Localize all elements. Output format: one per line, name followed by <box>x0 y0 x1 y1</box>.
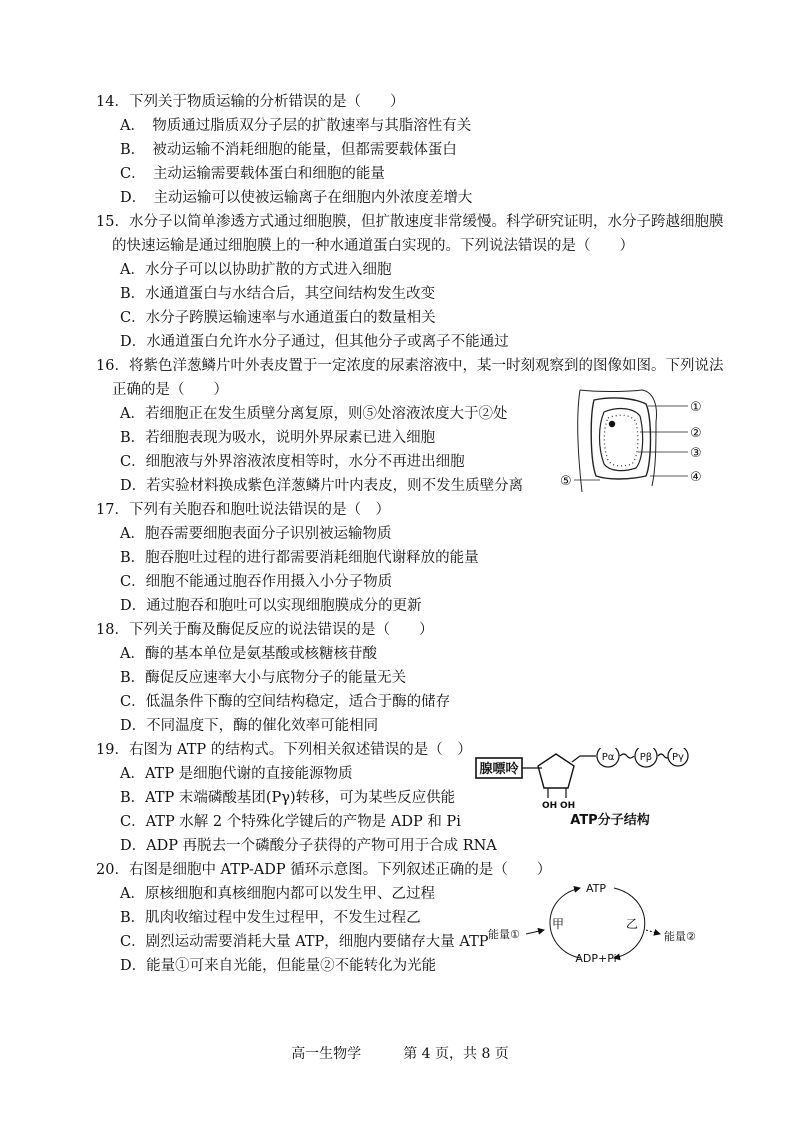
question-stem: 16．将紫色洋葱鳞片叶外表皮置于一定浓度的尿素溶液中，某一时刻观察到的图像如图。下列说法 <box>96 358 724 374</box>
oh-left: OH <box>542 801 558 811</box>
cycle-atp: ATP <box>585 882 607 895</box>
option-c: C． 主动运输需要载体蛋白和细胞的能量 <box>120 166 385 182</box>
option-b: B．水通道蛋白与水结合后，其空间结构发生改变 <box>120 286 436 302</box>
cell-label-1: ① <box>690 400 702 415</box>
option-b: B．肌肉收缩过程中发生过程甲，不发生过程乙 <box>120 910 421 926</box>
question-14 <box>96 90 706 210</box>
option-c: C．细胞液与外界溶液浓度相等时，水分不再进出细胞 <box>120 454 465 470</box>
option-a: A．若细胞正在发生质壁分离复原，则⑤处溶液浓度大于②处 <box>120 406 508 422</box>
question-stem-cont: 正确的是（ ） <box>112 382 228 398</box>
option-d: D．ADP 再脱去一个磷酸分子获得的产物可用于合成 RNA <box>120 838 497 854</box>
option-a: A．ATP 是细胞代谢的直接能源物质 <box>120 766 353 782</box>
option-b: B．若细胞表现为吸水，说明外界尿素已进入细胞 <box>120 430 436 446</box>
option-b: B．胞吞胞吐过程的进行都需要消耗细胞代谢释放的能量 <box>120 550 479 566</box>
question-stem: 19．右图为 ATP 的结构式。下列相关叙述错误的是（ ） <box>96 742 472 758</box>
option-c: C．细胞不能通过胞吞作用摄入小分子物质 <box>120 574 393 590</box>
atp-structure-diagram <box>474 748 690 832</box>
page-footer <box>0 1043 800 1063</box>
cell-label-3: ③ <box>690 446 702 461</box>
option-d: D．通过胞吞和胞吐可以实现细胞膜成分的更新 <box>120 598 422 614</box>
question-stem: 14．下列关于物质运输的分析错误的是（ ） <box>96 94 405 110</box>
option-d: D．不同温度下，酶的催化效率可能相同 <box>120 718 379 734</box>
question-17 <box>96 498 706 618</box>
option-a: A．胞吞需要细胞表面分子识别被运输物质 <box>120 526 392 542</box>
option-b: B．ATP 末端磷酸基团(Pγ)转移，可为某些反应供能 <box>120 790 456 806</box>
question-stem: 17．下列有关胞吞和胞吐说法错误的是（ ） <box>96 502 390 518</box>
option-d: D．水通道蛋白允许水分子通过，但其他分子或离子不能通过 <box>120 334 509 350</box>
process-yi: 乙 <box>626 917 639 931</box>
adenine-label: 腺嘌呤 <box>479 762 519 777</box>
phosphate-beta: Pβ <box>639 752 653 763</box>
question-15 <box>96 210 724 354</box>
option-c: C．低温条件下酶的空间结构稳定，适合于酶的储存 <box>120 694 451 710</box>
cell-diagram <box>560 386 710 498</box>
footer-subject: 高一生物学 <box>291 1046 362 1062</box>
option-d: D． 主动运输可以使被运输离子在细胞内外浓度差增大 <box>120 190 473 206</box>
option-a: A．酶的基本单位是氨基酸或核糖核苷酸 <box>120 646 377 662</box>
option-c: C．ATP 水解 2 个特殊化学键后的产物是 ADP 和 Pi <box>120 814 461 830</box>
phosphate-alpha: Pα <box>601 752 615 763</box>
oh-right: OH <box>560 801 576 811</box>
energy-in: 能量① <box>488 928 520 941</box>
phosphate-gamma: Pγ <box>672 752 684 763</box>
option-a: A． 物质通过脂质双分子层的扩散速率与其脂溶性有关 <box>120 118 472 134</box>
atp-caption: ATP分子结构 <box>570 813 650 828</box>
option-a: A．水分子可以以协助扩散的方式进入细胞 <box>120 262 392 278</box>
option-c: C．剧烈运动需要消耗大量 ATP，细胞内要储存大量 ATP <box>120 934 489 950</box>
option-c: C．水分子跨膜运输速率与水通道蛋白的数量相关 <box>120 310 436 326</box>
cell-label-5: ⑤ <box>560 474 572 489</box>
atp-adp-cycle-diagram <box>488 878 704 970</box>
cell-label-4: ④ <box>690 470 702 485</box>
question-stem-cont: 的快速运输是通过细胞膜上的一种水通道蛋白实现的。下列说法错误的是（ ） <box>112 238 634 254</box>
option-d: D．若实验材料换成紫色洋葱鳞片叶内表皮，则不发生质壁分离 <box>120 478 524 494</box>
cycle-adp-pi: ADP+Pi <box>575 952 617 965</box>
cell-label-2: ② <box>690 426 702 441</box>
option-d: D．能量①可来自光能，但能量②不能转化为光能 <box>120 958 437 974</box>
question-stem: 15．水分子以简单渗透方式通过细胞膜，但扩散速度非常缓慢。科学研究证明，水分子跨越细胞膜 <box>96 214 724 230</box>
option-b: B． 被动运输不消耗细胞的能量，但都需要载体蛋白 <box>120 142 457 158</box>
energy-out: 能量② <box>664 930 696 943</box>
question-stem: 20．右图是细胞中 ATP-ADP 循环示意图。下列叙述正确的是（ ） <box>96 862 552 878</box>
question-18 <box>96 618 706 738</box>
footer-page-number: 第 4 页，共 8 页 <box>403 1046 509 1062</box>
option-b: B．酶促反应速率大小与底物分子的能量无关 <box>120 670 407 686</box>
process-jia: 甲 <box>552 917 565 931</box>
option-a: A．原核细胞和真核细胞内都可以发生甲、乙过程 <box>120 886 435 902</box>
question-stem: 18．下列关于酶及酶促反应的说法错误的是（ ） <box>96 622 434 638</box>
